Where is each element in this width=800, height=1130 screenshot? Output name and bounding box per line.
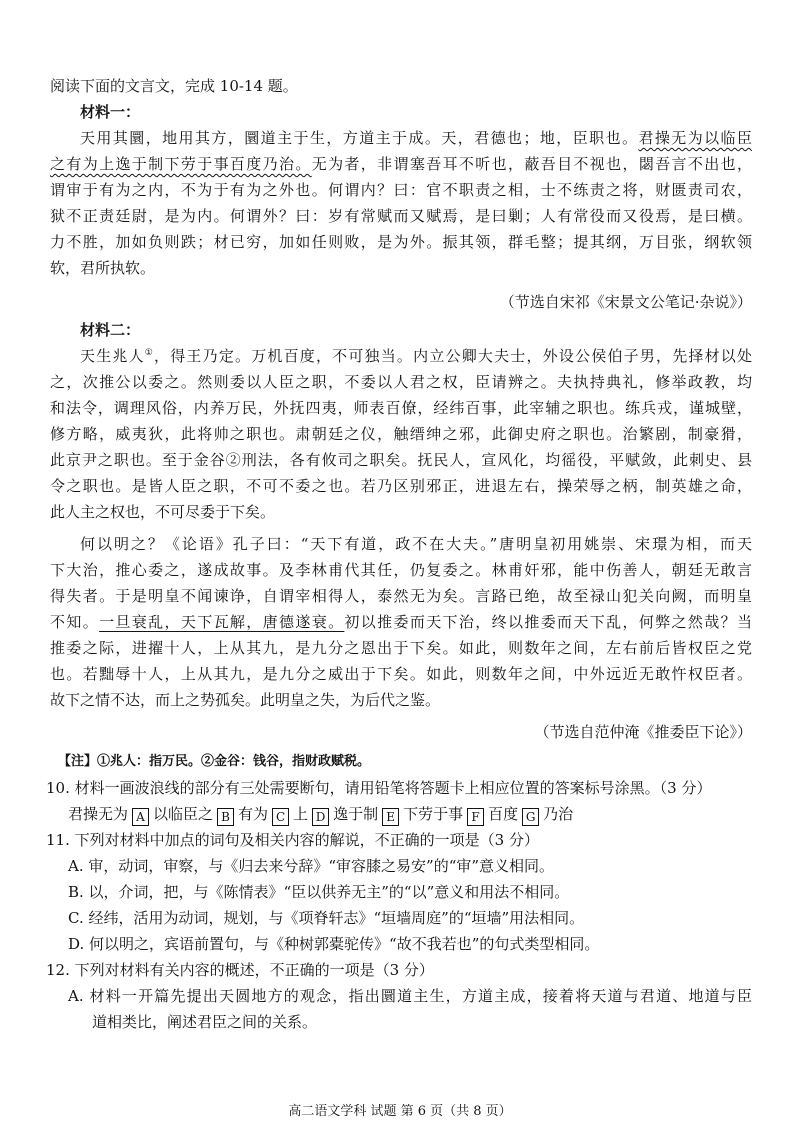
annotation-note: 【注】①兆人：指万民。②金谷：钱谷，指财政赋税。 (58, 754, 371, 769)
material-two-line: 令之职也。是皆人臣之职，不可不委之也。若乃区别邪正，进退左右，操荣辱之柄，制英雄之命， (50, 477, 752, 495)
segment-text: 逸于制 (333, 805, 379, 823)
material-two-line: 此京尹之职也。至于金谷②刑法，各有攸司之职矣。抚民人，宣风化，均徭役，平赋敛，此刺史、县 (50, 451, 752, 469)
question-11-stem: 11. 下列对材料中加点的词句及相关内容的解说，不正确的一项是（3 分） (46, 831, 539, 849)
material-two-title: 材料二： (80, 321, 141, 339)
material-one-line: 力不胜，加如负则跌；材已穷，加如任则败，是为外。振其领，群毛整；提其纲，万目张，纲软领 (50, 233, 752, 251)
material-two-line: 此人主之权也，不可尽委于下矣。 (50, 503, 276, 521)
material-two-source: （节选自范仲淹《推委臣下论》） (534, 723, 752, 741)
segment-text: 君操无为 (68, 805, 129, 823)
segment-text: 乃治 (543, 805, 574, 823)
segment-text: 百度 (488, 805, 519, 823)
question-11-option-b: B. 以，介词，把，与《陈情表》“臣以供养无主”的“以”意义和用法不相同。 (68, 883, 570, 901)
section-intro: 阅读下面的文言文，完成 10-14 题。 (50, 77, 298, 95)
text-segment: 无为者，非谓塞吾耳不听也，蔽吾目不视也，閟吾言不出也， (311, 155, 752, 173)
text-segment: 天用其圜，地用其方，圜道主于生，方道主于成。天，君德也；地，臣职也。 (80, 129, 639, 147)
material-two-line: 得失者。于是明皇不闻谏诤，自谓宰相得人，泰然无为矣。言路已绝，故至禄山犯关向阙，而明皇 (50, 587, 752, 605)
material-one-line (80, 128, 752, 148)
question-11-option-c: C. 经纬，活用为动词，规划，与《项脊轩志》“垣墙周庭”的“垣墙”用法相同。 (68, 909, 585, 927)
segment-text: 上 (293, 805, 309, 823)
material-two-line: 推委之际，进擢十人，上从其九，是九分之恩出于下矣。如此，则数年之间，左右前后皆权臣之党 (50, 639, 752, 657)
break-option-box[interactable]: E (382, 808, 399, 826)
material-two-line: 和法令，调理风俗，内养万民，外抚四夷，师表百僚，经纬百事，此宰辅之职也。练兵戎，谨城壁， (50, 399, 752, 417)
segment-text: 有为 (238, 805, 269, 823)
question-10-stem: 10. 材料一画波浪线的部分有三处需要断句，请用铅笔将答题卡上相应位置的答案标号涂黑。（3 分） (46, 779, 712, 797)
question-12-option-a-cont: 道相类比，阐述君臣之间的关系。 (92, 1013, 318, 1031)
break-option-box[interactable]: F (467, 808, 484, 826)
break-option-box[interactable]: D (312, 808, 329, 826)
break-option-box[interactable]: G (522, 808, 539, 826)
material-two-line (50, 612, 752, 632)
break-option-box[interactable]: B (217, 808, 234, 826)
wavy-underlined-text: 之有为上逸于制下劳于事百度乃治。 (50, 155, 312, 173)
material-one-line: 谓审于有为之内，不为于有为之外也。何谓内？曰：官不职责之相，士不练责之将，财匮责司农， (50, 181, 752, 199)
page-footer: 高二语文学科 试题 第 6 页（共 8 页） (288, 1104, 512, 1119)
text-segment: ，得王乃定。万机百度，不可独当。内立公卿大夫士，外设公侯伯子男，先择材以处 (154, 347, 752, 365)
material-two-line: 也。若黜辱十人，上从其九，是九分之威出于下矣。如此，则数年之间，中外远近无敢忤权臣者。 (50, 665, 752, 683)
break-option-box[interactable]: A (132, 808, 149, 826)
wavy-underlined-text: 君操无为以临臣 (638, 129, 752, 147)
underlined-text: 一旦衰乱，天下瓦解，唐德遂衰。 (99, 613, 345, 631)
material-two-line: 下大治，推心委之，遂成故事。及李林甫代其任，仍复委之。林甫奸邪，能中伤善人，朝廷无敢言 (50, 561, 752, 579)
text-segment: 初以推委而天下治，终以推委而天下乱，何弊之然哉？当 (344, 613, 752, 631)
material-two-line: 何以明之？《论语》孔子曰：“天下有道，政不在大夫。”唐明皇初用姚崇、宋璟为相，而天 (80, 535, 752, 553)
material-one-source: （节选自宋祁《宋景文公笔记·杂说》） (499, 293, 752, 311)
text-segment: 天生兆人 (80, 347, 145, 365)
segment-text: 以临臣之 (153, 805, 214, 823)
question-11-option-d: D. 何以明之，宾语前置句，与《种树郭橐驼传》“故不我若也”的句式类型相同。 (68, 935, 600, 953)
footnote-marker: ① (144, 348, 155, 358)
segment-text: 下劳于事 (403, 805, 464, 823)
question-10-options (68, 804, 770, 826)
material-one-line: 狱不正责廷尉，是为内。何谓外？曰：岁有常赋而又赋焉，是曰剿；人有常役而又役焉，是曰横。 (50, 207, 752, 225)
material-two-line: 之，次推公以委之。然则委以人臣之职，不委以人君之权，臣请辨之。夫执持典礼，修举政教，均 (50, 373, 752, 391)
material-two-line: 故下之情不达，而上之势孤矣。此明皇之失，为后代之鉴。 (50, 691, 441, 709)
material-one-line (50, 154, 752, 174)
material-one-line: 软，君所执软。 (50, 259, 156, 277)
question-12-option-a: A. 材料一开篇先提出天圆地方的观念，指出圜道主生，方道主成，接着将天道与君道、地道与臣 (68, 987, 752, 1005)
material-two-line (80, 346, 752, 366)
question-11-option-a: A. 审，动词，审察，与《归去来兮辞》“审容膝之易安”的“审”意义相同。 (68, 857, 555, 875)
material-one-title: 材料一： (80, 103, 141, 121)
break-option-box[interactable]: C (272, 808, 289, 826)
text-segment: 不知。 (50, 613, 100, 631)
material-two-line: 修方略，威夷狄，此将帅之职也。肃朝廷之仪，触缙绅之邪，此御史府之职也。治繁剧，制豪猾， (50, 425, 752, 443)
question-12-stem: 12. 下列对材料有关内容的概述，不正确的一项是（3 分） (46, 961, 434, 979)
